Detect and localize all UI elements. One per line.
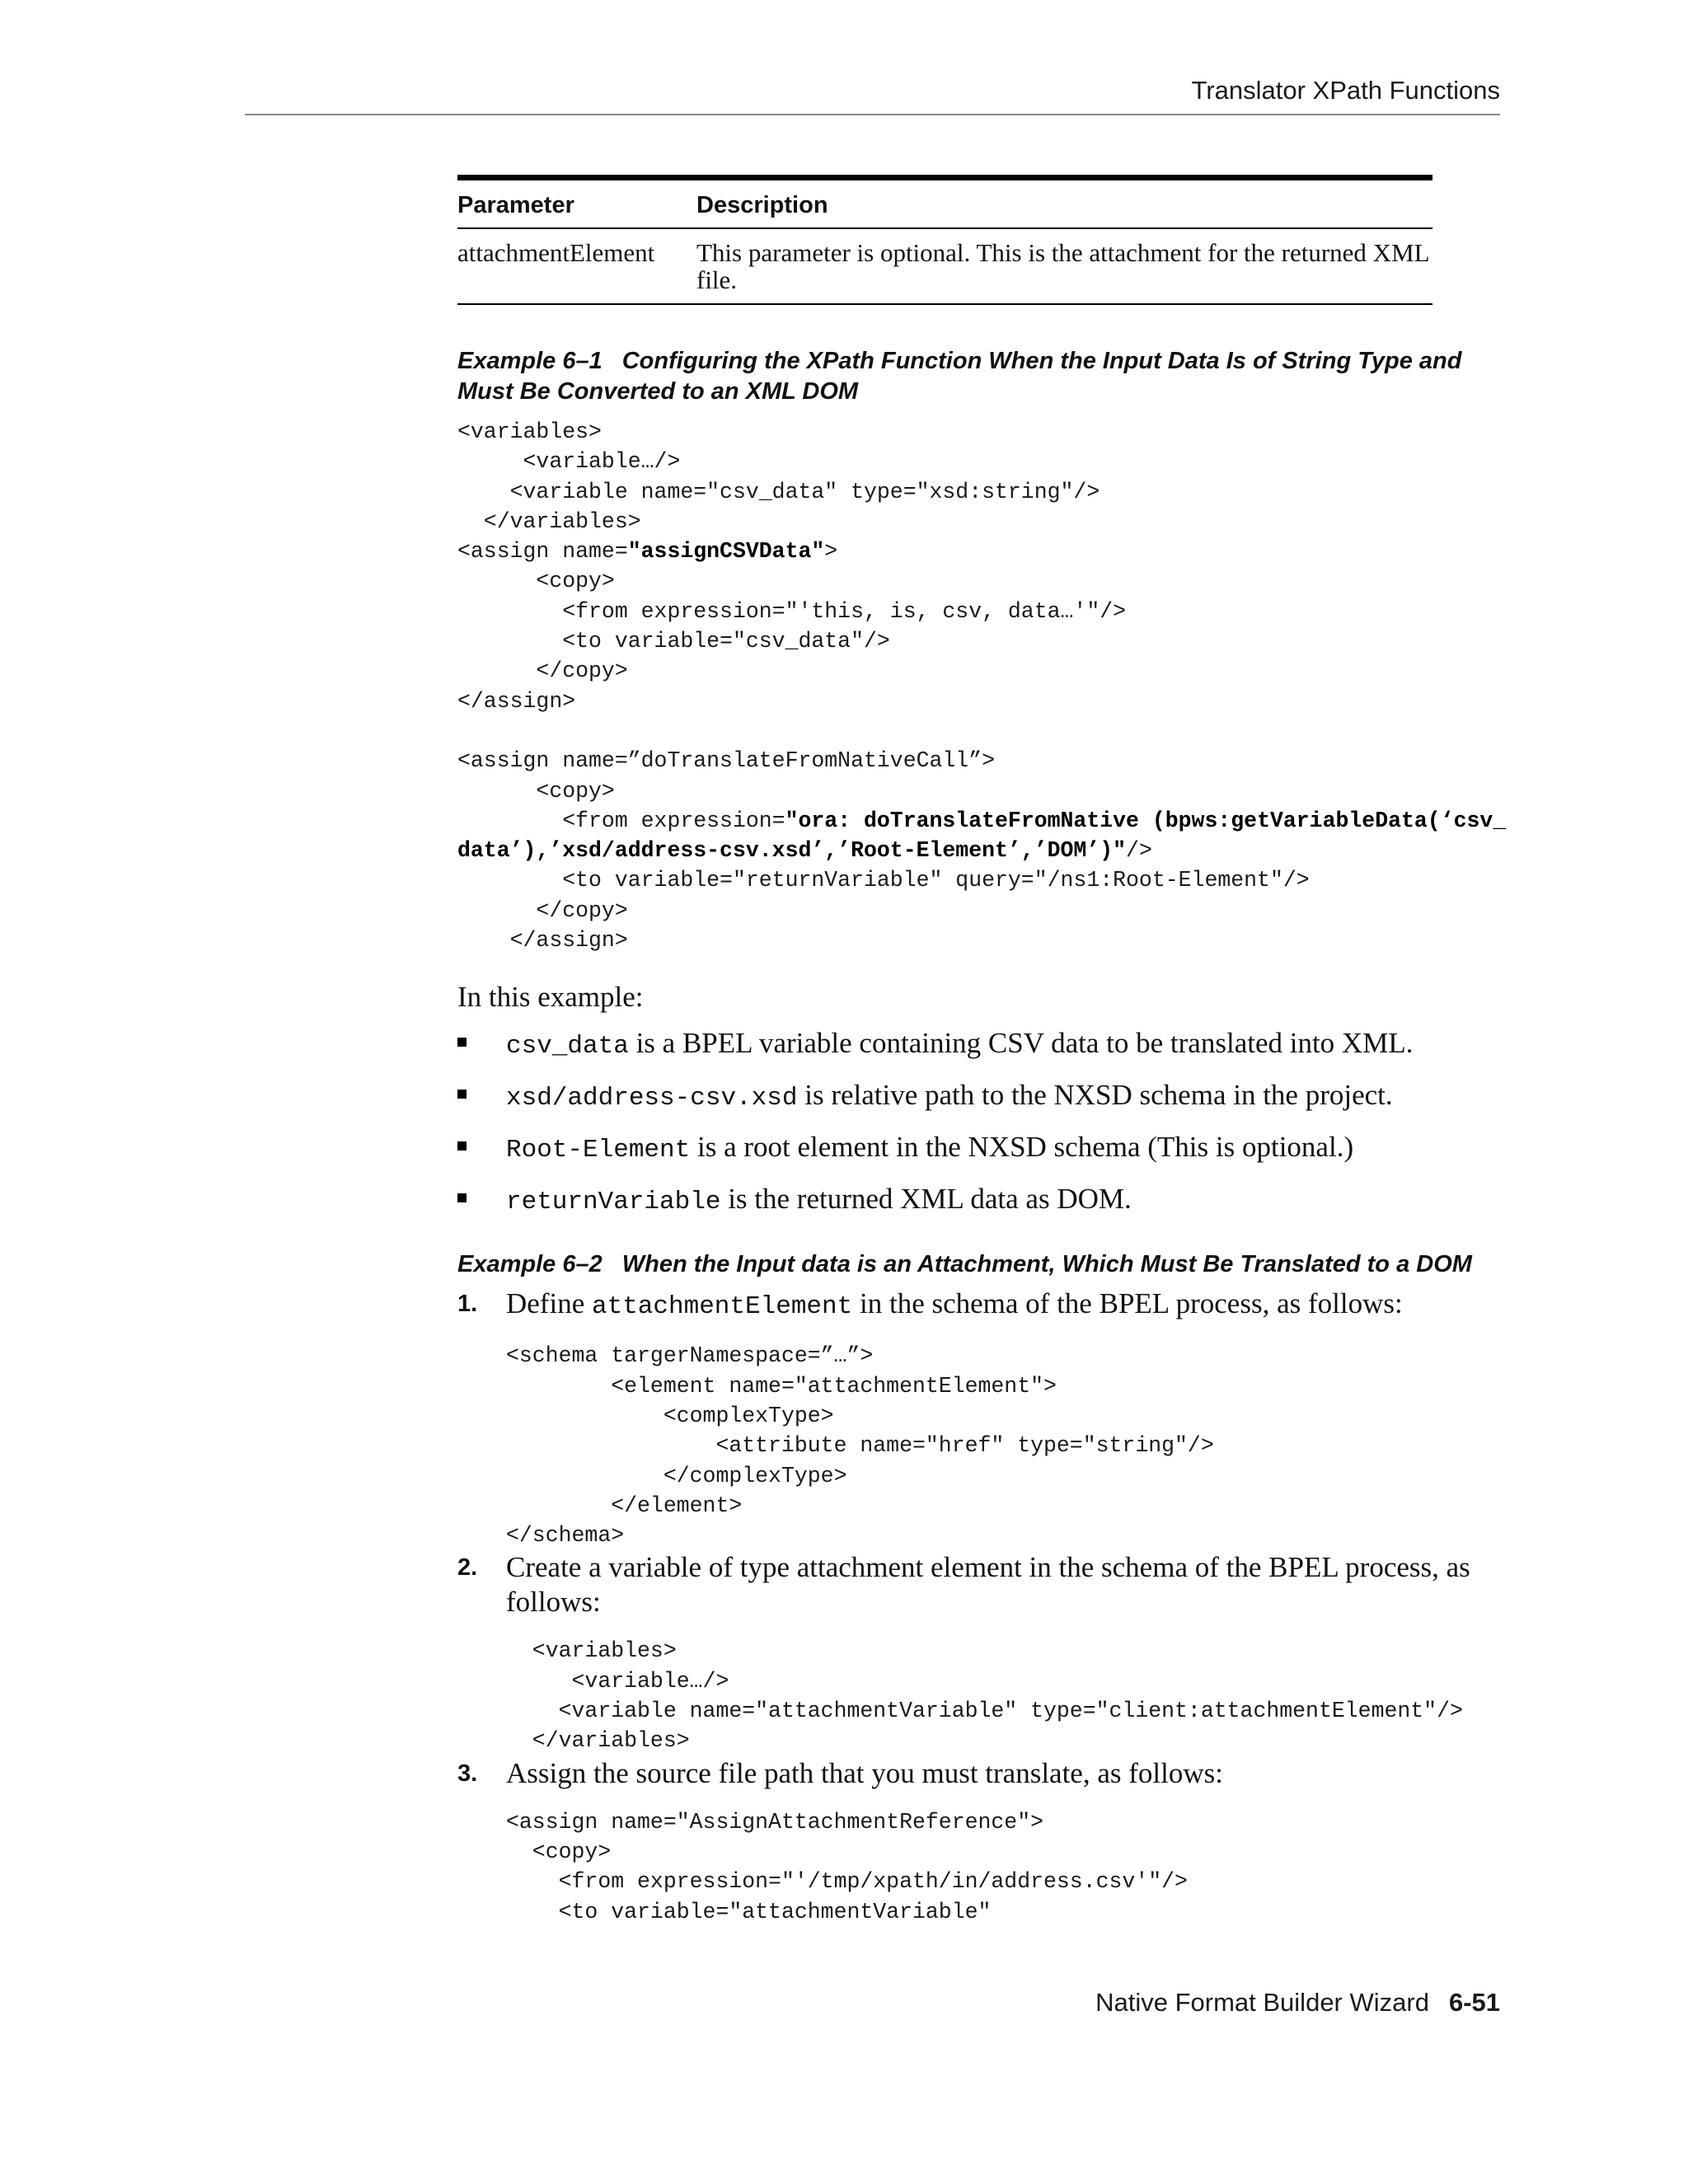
- step-item: [457, 1756, 1500, 1927]
- step-text: Assign the source file path that you must translate, as follows:: [506, 1756, 1223, 1789]
- steps-list: [457, 1286, 1500, 1926]
- bullet-list: [457, 1026, 1500, 1220]
- page-number: 6-51: [1448, 1988, 1500, 2017]
- step-text-part: Define: [506, 1287, 592, 1320]
- step-number: 3.: [457, 1760, 478, 1787]
- list-item: [457, 1078, 1500, 1116]
- list-item: [457, 1182, 1500, 1220]
- bullet-icon: [457, 1141, 467, 1151]
- code-block: <schema targerNamespace=”…”> <element name="attachmentElement"> <complexType> <attribute name="href" type="string"/> </complexType> </element> </schema>: [506, 1343, 1214, 1549]
- bullet-text: is the returned XML data as DOM.: [720, 1183, 1132, 1216]
- bullet-text: is a root element in the NXSD schema (This is optional.): [690, 1131, 1354, 1164]
- step-number: 2.: [457, 1554, 478, 1582]
- bullet-code: csv_data: [506, 1032, 629, 1062]
- example-title: [457, 1249, 1500, 1280]
- footer-title: Native Format Builder Wizard: [1095, 1988, 1429, 2017]
- intro-paragraph: In this example:: [457, 981, 644, 1014]
- step-number: 1.: [457, 1291, 478, 1318]
- code-block: <variables> <variable…/> <variable name="csv_data" type="xsd:string"/> </variables> <assign name="assignCSVData"> <copy> <from expression="'this, is, csv, data…'"/> <to variable="csv_data"/> </copy> </assign> <assign name=”doTranslateFromNativeCall”> <copy> <from expression="ora: doTranslateFromNative (bpws:getVariableData(‘csv_ data’),’xsd/address-csv.xsd’,’Root-Element’,’DOM’)"/> <to variable="returnVariable" query="/ns1:Root-Element"/> </copy> </assign>: [457, 419, 1507, 954]
- example-caption: Configuring the XPath Function When the Input Data Is of String Type and Must Be Converted to an XML DOM: [457, 348, 1462, 405]
- bullet-icon: [457, 1038, 467, 1047]
- parameter-table: [457, 175, 1432, 305]
- bullet-code: Root-Element: [506, 1136, 691, 1165]
- table-header-parameter: Parameter: [457, 178, 696, 229]
- example-caption: When the Input data is an Attachment, Which Must Be Translated to a DOM: [621, 1251, 1472, 1278]
- table-cell-parameter: attachmentElement: [457, 238, 655, 267]
- page-footer: [1095, 1988, 1500, 2018]
- example-number: Example 6–1: [457, 348, 603, 374]
- step-text: [506, 1286, 1500, 1324]
- bullet-code: returnVariable: [506, 1188, 721, 1217]
- table-row: [457, 228, 1432, 304]
- example-number: Example 6–2: [457, 1251, 603, 1278]
- bullet-text: is relative path to the NXSD schema in the project.: [797, 1079, 1393, 1112]
- step-text: Create a variable of type attachment element in the schema of the BPEL process, as follows:: [506, 1551, 1470, 1619]
- table-cell-description: This parameter is optional. This is the attachment for the returned XML file.: [696, 238, 1429, 294]
- step-text-part: in the schema of the BPEL process, as follows:: [852, 1287, 1403, 1320]
- bullet-code: xsd/address-csv.xsd: [506, 1084, 798, 1113]
- code-block: <assign name="AssignAttachmentReference"> <copy> <from expression="'/tmp/xpath/in/address.csv'"/> <to variable="attachmentVariable": [506, 1809, 1188, 1924]
- bullet-text: is a BPEL variable containing CSV data to be translated into XML.: [628, 1027, 1414, 1060]
- step-code-inline: attachmentElement: [591, 1292, 853, 1322]
- code-block: <variables> <variable…/> <variable name="attachmentVariable" type="client:attachmentElement"/> </variables>: [532, 1638, 1463, 1754]
- header-rule: [245, 114, 1500, 115]
- step-item: [457, 1550, 1500, 1755]
- running-head: Translator XPath Functions: [1191, 76, 1500, 105]
- bullet-icon: [457, 1193, 467, 1202]
- step-item: [457, 1286, 1500, 1550]
- bullet-icon: [457, 1090, 467, 1099]
- table-header-description: Description: [696, 178, 1432, 229]
- page-content: [457, 175, 1507, 1927]
- list-item: [457, 1130, 1500, 1168]
- table-header-row: [457, 178, 1432, 229]
- list-item: [457, 1026, 1500, 1064]
- example-title: [457, 346, 1500, 407]
